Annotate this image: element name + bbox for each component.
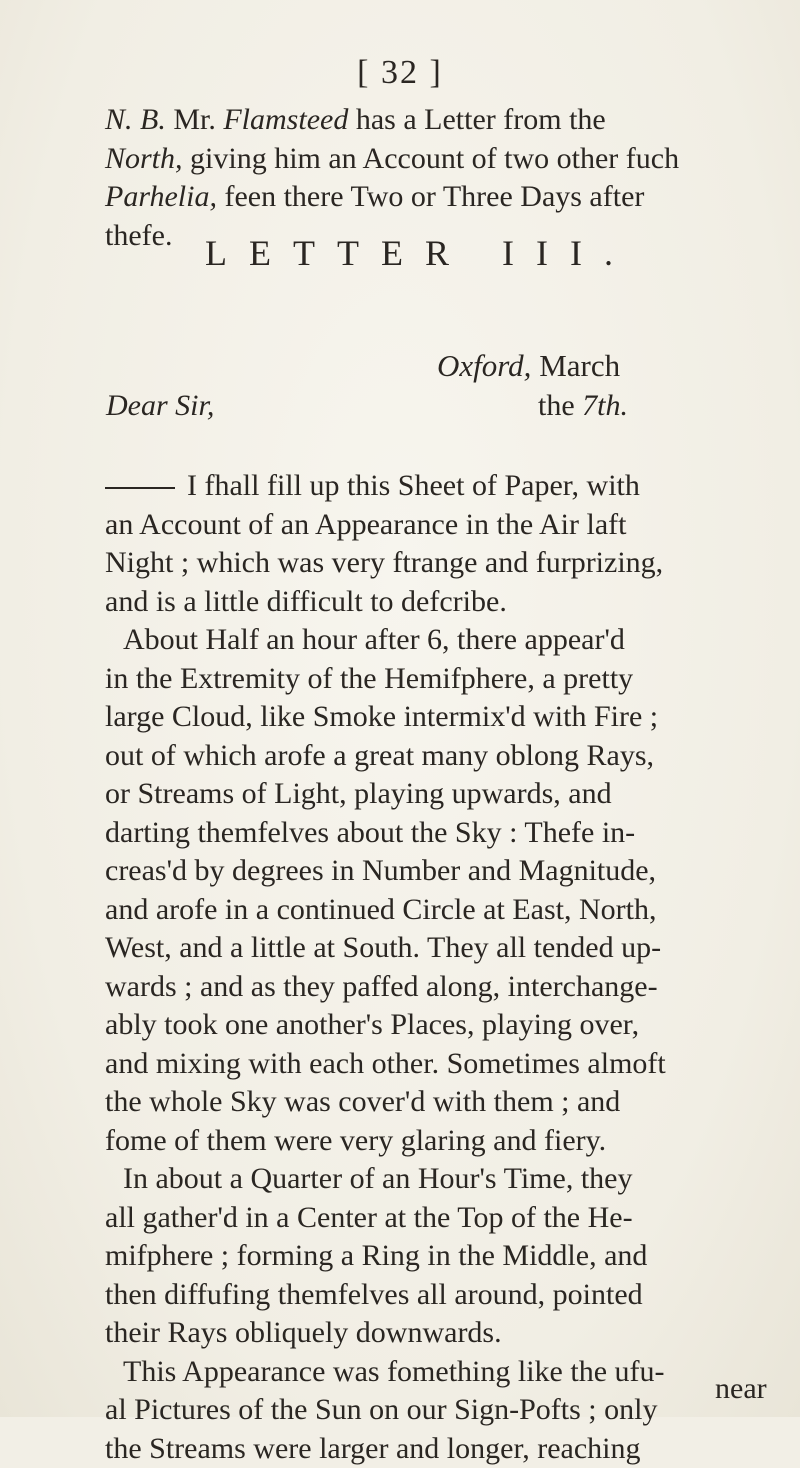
letter-heading: LETTER III.	[0, 232, 800, 274]
page-number: [ 32 ]	[0, 54, 800, 92]
salutation: Dear Sir,	[106, 389, 214, 423]
nb-line: N. B. Mr. Flamsteed has a Letter from the	[105, 101, 785, 140]
body-line: their Rays obliquely downwards.	[105, 1314, 785, 1353]
body-line: an Account of an Appearance in the Air laft	[105, 506, 785, 545]
body-line: West, and a little at South. They all tended up-	[105, 929, 785, 968]
body-line: the whole Sky was cover'd with them ; and	[105, 1083, 785, 1122]
body-line: This Appearance was fomething like the ufu-	[105, 1353, 785, 1392]
body-line: In about a Quarter of an Hour's Time, they	[105, 1160, 785, 1199]
nb-line: thefe.	[105, 217, 785, 256]
body-line: darting themfelves about the Sky : Thefe in-	[105, 814, 785, 853]
body-line: then diffufing themfelves all around, pointed	[105, 1276, 785, 1315]
body-line: and mixing with each other. Sometimes almoft	[105, 1045, 785, 1084]
letter-body	[105, 467, 785, 1468]
body-line: in the Extremity of the Hemifphere, a pretty	[105, 660, 785, 699]
letter-date: the 7th.	[538, 389, 628, 423]
body-line: mifphere ; forming a Ring in the Middle, and	[105, 1237, 785, 1276]
body-line: and is a little difficult to defcribe.	[105, 583, 785, 622]
body-line: and arofe in a continued Circle at East, North,	[105, 891, 785, 930]
body-line: creas'd by degrees in Number and Magnitude,	[105, 852, 785, 891]
body-line: Night ; which was very ftrange and furprizing,	[105, 544, 785, 583]
catchword: near	[715, 1372, 767, 1406]
body-line: the Streams were larger and longer, reaching	[105, 1430, 785, 1468]
body-line: large Cloud, like Smoke intermix'd with Fire ;	[105, 698, 785, 737]
body-line: ably took one another's Places, playing over,	[105, 1006, 785, 1045]
body-line: or Streams of Light, playing upwards, and	[105, 775, 785, 814]
letter-place: Oxford, March	[437, 348, 620, 384]
body-line: all gather'd in a Center at the Top of the He-	[105, 1199, 785, 1238]
body-line: I fhall fill up this Sheet of Paper, with	[105, 467, 785, 506]
nb-line: Parhelia, feen there Two or Three Days after	[105, 178, 785, 217]
body-line: wards ; and as they paffed along, interchange-	[105, 968, 785, 1007]
body-line: fome of them were very glaring and fiery.	[105, 1122, 785, 1161]
body-line: out of which arofe a great many oblong Rays,	[105, 737, 785, 776]
nb-line: North, giving him an Account of two other fuch	[105, 140, 785, 179]
dash-rule	[105, 487, 175, 489]
body-line: About Half an hour after 6, there appear'd	[105, 621, 785, 660]
body-line: al Pictures of the Sun on our Sign-Pofts ; only	[105, 1391, 785, 1430]
